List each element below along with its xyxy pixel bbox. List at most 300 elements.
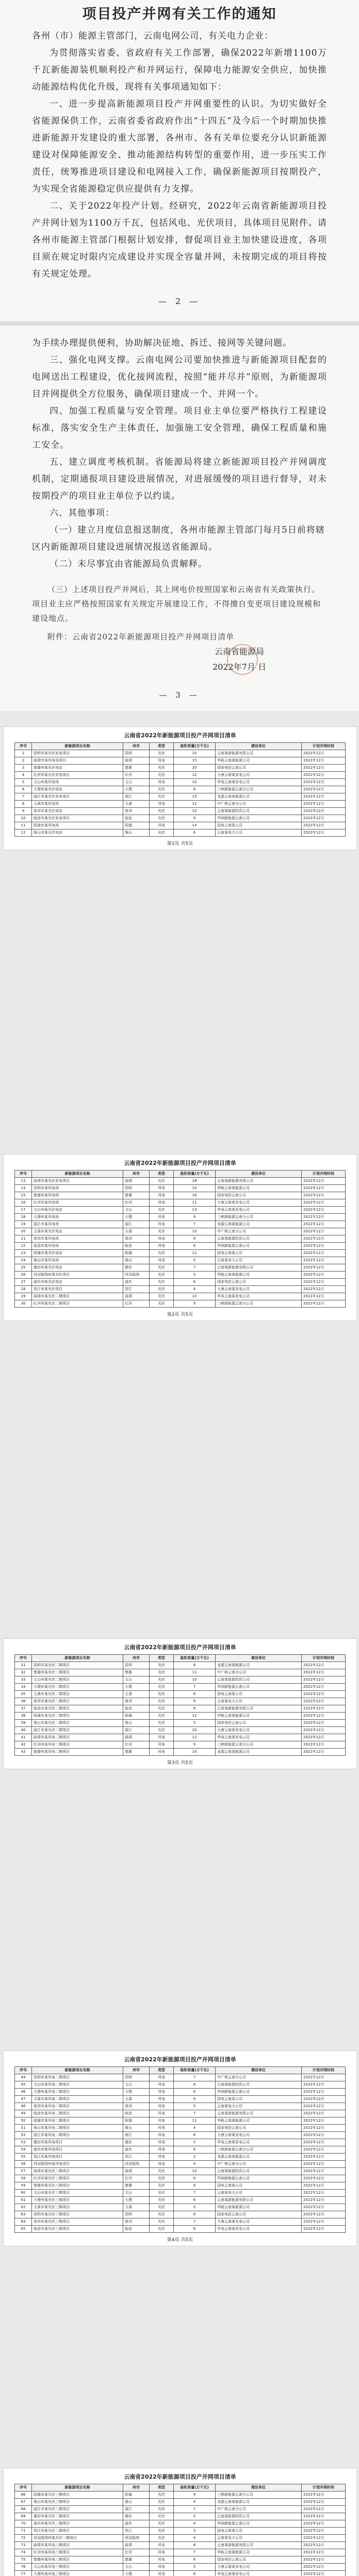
table-cell: 云南某电力公司	[216, 2190, 302, 2197]
table-cell: 风电	[150, 1257, 174, 1264]
table-cell: 风电	[150, 2571, 174, 2576]
table-cell: 光伏	[150, 2197, 174, 2204]
table-cell: 2022年12月	[302, 757, 346, 765]
table-cell: 云南某新能源有限公司	[216, 1264, 302, 1272]
table-cell: 21	[15, 1235, 32, 1243]
table-header-cell: 装机容量(万千瓦)	[174, 1171, 216, 1178]
table-header-row	[15, 1171, 346, 1178]
table-cell: 10	[174, 1228, 216, 1235]
table-cell: 保山市某光伏三期项目	[32, 2499, 123, 2506]
table-cell: 普洱	[123, 1235, 150, 1243]
table-row	[15, 1192, 346, 1199]
table-cell: 临沧	[123, 1705, 150, 1713]
table-cell: 华能云南某能源公司	[216, 1713, 302, 1720]
table-cell: 8	[174, 1235, 216, 1243]
table-cell: 曲靖市某光伏发电项目	[32, 1178, 123, 1185]
table-row	[15, 2103, 346, 2110]
table-cell: 2022年12月	[302, 1749, 346, 1756]
table-cell: 红河州某光伏发电项目	[32, 772, 123, 779]
table-cell: 6	[174, 1243, 216, 1250]
table-cell: 昭通	[123, 2117, 150, 2125]
table-cell: 2022年12月	[302, 2139, 346, 2146]
table-cell: 光伏	[150, 2182, 174, 2190]
table-cell: 12	[174, 1250, 216, 1257]
table-cell: 保山	[123, 2499, 150, 2506]
table-cell: 2022年12月	[302, 808, 346, 815]
table-header-cell: 类型	[150, 743, 174, 750]
table-cell: 保山市某光伏二期项目	[32, 1720, 123, 1727]
table-cell: 风电	[150, 2139, 174, 2146]
table-row	[15, 2520, 346, 2528]
table-cell: 17	[15, 1207, 32, 1214]
table-cell: 华能云南某能源公司	[216, 1272, 302, 1279]
table-header-cell: 装机容量(万千瓦)	[174, 2484, 216, 2492]
table-row	[15, 2182, 346, 2190]
table-cell: 2022年12月	[302, 2204, 346, 2211]
table-cell: 丽江市某光伏三期项目	[32, 2506, 123, 2513]
table-cell: 56	[15, 2161, 32, 2168]
table-cell: 曲靖	[123, 1293, 150, 1300]
table-cell: 大理州某风电三期项目	[32, 2571, 123, 2576]
table-row	[15, 757, 346, 765]
table-cell: 6	[174, 2571, 216, 2576]
table-cell: 丽江市某风电场	[32, 1221, 123, 1228]
table-cell: 普洱市某光伏三期项目	[32, 2218, 123, 2226]
table-cell: 光伏	[150, 2499, 174, 2506]
table-cell: 风电	[150, 2103, 174, 2110]
table-cell: 中广核云南分公司	[216, 1228, 302, 1235]
table-row	[15, 2218, 346, 2226]
table-cell: 2022年12月	[302, 1221, 346, 1228]
table-cell: 2022年12月	[302, 829, 346, 837]
project-table	[14, 2484, 346, 2576]
table-cell: 临沧市某风电二期项目	[32, 2110, 123, 2117]
table-row	[15, 1272, 346, 1279]
project-table	[14, 2066, 346, 2233]
table-cell: 2022年12月	[302, 2125, 346, 2132]
attachment-line: 附件：云南省2022年新能源项目投产并网项目清单	[47, 632, 235, 641]
table-cell: 中广核云南分公司	[216, 1669, 302, 1676]
table-header-cell: 计划并网时间	[302, 2484, 346, 2492]
table-cell: 18	[174, 1178, 216, 1185]
table-cell: 昆明市某光伏发电项目	[32, 750, 123, 757]
table-row	[15, 1257, 346, 1264]
table-cell: 光伏	[150, 750, 174, 757]
table-cell: 2022年12月	[302, 2103, 346, 2110]
table-cell: 临沧	[123, 1243, 150, 1250]
table-cell: 华电云南某发电公司	[216, 1293, 302, 1300]
table-cell: 2022年12月	[302, 2226, 346, 2233]
table-cell: 49	[15, 2110, 32, 2117]
table-cell: 38	[15, 1713, 32, 1720]
table-row	[15, 1279, 346, 1286]
table-cell: 云南某电力公司	[216, 1698, 302, 1705]
table-cell: 光伏	[150, 1178, 174, 1185]
table-cell: 9	[174, 1300, 216, 1308]
table-cell: 2022年12月	[302, 1727, 346, 1734]
table-cell: 73	[15, 2542, 32, 2549]
table-header-cell: 计划并网时间	[302, 2067, 346, 2074]
table-cell: 风电	[150, 1221, 174, 1228]
table-cell: 玉溪	[123, 801, 150, 808]
table-cell: 6	[174, 1691, 216, 1698]
table-cell: 28	[15, 1286, 32, 1293]
table-cell: 怒江	[123, 1286, 150, 1293]
table-cell: 9	[174, 1698, 216, 1705]
table-cell: 3	[174, 2528, 216, 2535]
table-cell: 2022年12月	[302, 1178, 346, 1185]
table-row	[15, 2110, 346, 2117]
table-cell: 西双版纳州某风电项目	[32, 2161, 123, 2168]
table-cell: 红河	[123, 1300, 150, 1308]
table-header-cell: 计划并网时间	[302, 1655, 346, 1662]
table-cell: 昭通市某风电场	[32, 822, 123, 829]
table-cell: 9	[174, 2182, 216, 2190]
table-cell: 大理	[123, 2571, 150, 2576]
table-row	[15, 2492, 346, 2499]
page-number: — 2 —	[158, 296, 201, 306]
table-cell: 2022年12月	[302, 2117, 346, 2125]
table-cell: 昭通市某风电二期项目	[32, 2117, 123, 2125]
table-header-cell: 序号	[15, 2484, 32, 2492]
table-row	[15, 2089, 346, 2096]
table-cell: 2022年12月	[302, 822, 346, 829]
table-row	[15, 1243, 346, 1250]
table-cell: 迪庆州某风电项目	[32, 2146, 123, 2154]
table-cell: 8	[174, 1662, 216, 1669]
table-cell: 曲靖	[123, 2542, 150, 2549]
table-row	[15, 765, 346, 772]
table-cell: 光伏	[150, 1293, 174, 1300]
table-header-row	[15, 2484, 346, 2492]
table-cell: 2022年12月	[302, 1300, 346, 1308]
table-cell: 光伏	[150, 2175, 174, 2182]
table-cell: 4	[174, 2499, 216, 2506]
table-header-cell: 建设单位	[216, 743, 302, 750]
table-cell: 光伏	[150, 2513, 174, 2520]
table-cell: 11	[15, 822, 32, 829]
table-cell: 临沧	[123, 2226, 150, 2233]
table-cell: 国电云南某公司	[216, 822, 302, 829]
table-cell: 红河	[123, 772, 150, 779]
table-header-cell: 州市	[123, 743, 150, 750]
table-header-cell: 类型	[150, 1655, 174, 1662]
table-cell: 13	[15, 1178, 32, 1185]
table-cell: 32	[15, 1669, 32, 1676]
table-cell: 光伏	[150, 1684, 174, 1691]
table-row	[15, 772, 346, 779]
table-cell: 楚雄	[123, 2556, 150, 2564]
table-cell: 36	[15, 1698, 32, 1705]
table-header-cell: 序号	[15, 1655, 32, 1662]
table-row	[15, 779, 346, 786]
table-cell: 7	[174, 1264, 216, 1272]
table-cell: 5	[15, 779, 32, 786]
table-row	[15, 801, 346, 808]
table-cell: 大理	[123, 2089, 150, 2096]
note-paragraph: （三）上述项目投产并网后，其上网电价按照国家和云南省有关政策执行。项目业主应严格按照国家有关规定开展建设工作，不得擅自变更项目建设规模和建设地点。	[32, 585, 321, 623]
table-row	[15, 815, 346, 822]
salutation: 各州（市）能源主管部门，云南电网公司，有关电力企业：	[32, 31, 273, 41]
table-cell: 3	[174, 2154, 216, 2161]
table-cell: 8	[15, 801, 32, 808]
table-cell: 文山	[123, 1676, 150, 1684]
paragraph-1: 一、进一步提高新能源项目投产并网重要性的认识。为切实做好全省能源保供工作，云南省委省政府作出“十四五”及今后一个时期加快推进新能源开发建设的重大部署，各州市、各有关单位要充分认识新能源建设对保障能源安全、推动能源结构转型的重要作用，进一步压实工作责任，统筹推进项目建设和电网接入工作，确保新能源项目按期投产，为实现全省能源稳定供应提供有力支撑。	[32, 99, 327, 194]
table-cell: 曲靖	[123, 1734, 150, 1741]
table-header-cell: 类型	[150, 2484, 174, 2492]
table-cell: 风电	[150, 1214, 174, 1221]
table-cell: 文山州某风电二期项目	[32, 2081, 123, 2089]
table-cell: 2022年12月	[302, 2175, 346, 2182]
table-cell: 6	[174, 2226, 216, 2233]
table-cell: 怒江州某风电项目	[32, 2154, 123, 2161]
table-cell: 9	[174, 1741, 216, 1749]
table-row	[15, 1214, 346, 1221]
table-cell: 风电	[150, 801, 174, 808]
table-cell: 57	[15, 2168, 32, 2175]
table-header-cell: 建设单位	[216, 2067, 302, 2074]
table-cell: 2022年12月	[302, 1243, 346, 1250]
table-row	[15, 829, 346, 837]
table-cell: 云南某新能源有限公司	[216, 1178, 302, 1185]
table-cell: 67	[15, 2499, 32, 2506]
table-cell: 27	[15, 1279, 32, 1286]
table-cell: 大理州某风电场	[32, 1214, 123, 1221]
table-cell: 玉溪	[123, 2204, 150, 2211]
table-cell: 2022年12月	[302, 2218, 346, 2226]
table-cell: 云南某电力公司	[216, 2103, 302, 2110]
table-cell: 龙源云南某能源公司	[216, 2499, 302, 2506]
table-cell: 50	[15, 2117, 32, 2125]
signature-org: 云南省能源局	[214, 647, 264, 656]
table-cell: 光伏	[150, 1727, 174, 1734]
table-row	[15, 2499, 346, 2506]
table-cell: 2022年12月	[302, 2197, 346, 2204]
table-cell: 44	[15, 2074, 32, 2081]
table-cell: 普洱市某光伏二期项目	[32, 1698, 123, 1705]
table-cell: 风电	[150, 779, 174, 786]
table-header-cell: 新能源项目名称	[32, 1171, 123, 1178]
table-cell: 华能云南某能源公司	[216, 2117, 302, 2125]
table-cell: 15	[174, 793, 216, 801]
table-cell: 云南某新能源有限公司	[216, 2197, 302, 2204]
table-cell: 风电	[150, 2117, 174, 2125]
table-cell: 云南某电力公司	[216, 2535, 302, 2542]
table-cell: 三峡新能源云南分公司	[216, 2492, 302, 2499]
table-cell: 光伏	[150, 2168, 174, 2175]
table-cell: 8	[174, 2081, 216, 2089]
table-cell: 普洱	[123, 808, 150, 815]
table-cell: 文山	[123, 2190, 150, 2197]
table-cell: 74	[15, 2549, 32, 2556]
project-table	[14, 1170, 346, 1308]
table-cell: 39	[15, 1720, 32, 1727]
table-cell: 华能云南某能源公司	[216, 1185, 302, 1192]
table-cell: 西双版纳	[123, 1272, 150, 1279]
table-page	[3, 2468, 357, 2576]
table-cell: 风电	[150, 2089, 174, 2096]
table-cell: 8	[174, 2211, 216, 2218]
project-table	[14, 742, 346, 837]
table-row	[15, 1705, 346, 1713]
table-cell: 华润新能源云南公司	[216, 1243, 302, 1250]
table-cell: 龙源云南某能源公司	[216, 1662, 302, 1669]
table-header-cell: 类型	[150, 1171, 174, 1178]
table-cell: 2022年12月	[302, 1662, 346, 1669]
table-cell: 10	[174, 808, 216, 815]
table-cell: 国电云南某公司	[216, 1691, 302, 1698]
paragraph-4: 四、加强工程质量与安全管理。项目业主单位要严格执行工程建设标准，落实安全生产主体责任，加强施工安全管理，确保工程质量和施工安全。	[32, 406, 327, 450]
table-cell: 2022年12月	[302, 2513, 346, 2520]
table-row	[15, 2506, 346, 2513]
table-row	[15, 1749, 346, 1756]
table-cell: 风电	[150, 2081, 174, 2089]
table-cell: 丽江	[123, 793, 150, 801]
table-row	[15, 1669, 346, 1676]
table-cell: 光伏	[150, 793, 174, 801]
table-cell: 2022年12月	[302, 2132, 346, 2139]
table-cell: 文山	[123, 2081, 150, 2089]
table-cell: 2022年12月	[302, 2190, 346, 2197]
table-cell: 昭通	[123, 2492, 150, 2499]
table-row	[15, 786, 346, 793]
table-cell: 2022年12月	[302, 1705, 346, 1713]
table-cell: 2022年12月	[302, 2492, 346, 2499]
table-cell: 昆明市某风电二期项目	[32, 2074, 123, 2081]
table-cell: 光伏	[150, 1698, 174, 1705]
table-cell: 2022年12月	[302, 2182, 346, 2190]
table-cell: 37	[15, 1705, 32, 1713]
table-cell: 风电	[150, 822, 174, 829]
table-cell: 红河州某光伏二期项目	[32, 1300, 123, 1308]
table-cell: 华电云南某发电公司	[216, 779, 302, 786]
table-cell: 9	[174, 815, 216, 822]
table-cell: 11	[174, 1669, 216, 1676]
table-cell: 64	[15, 2218, 32, 2226]
table-cell: 20	[15, 1228, 32, 1235]
table-row	[15, 2204, 346, 2211]
table-cell: 国家电投云南公司	[216, 1279, 302, 1286]
table-cell: 昭通	[123, 1713, 150, 1720]
table-row	[15, 1662, 346, 1669]
table-cell: 龙源云南某能源公司	[216, 1749, 302, 1756]
table-header-cell: 序号	[15, 2067, 32, 2074]
table-row	[15, 1691, 346, 1698]
table-cell: 三峡新能源云南分公司	[216, 1214, 302, 1221]
table-cell: 7	[174, 2110, 216, 2117]
table-cell: 三峡新能源云南分公司	[216, 2146, 302, 2154]
table-cell: 玉溪	[123, 1228, 150, 1235]
table-cell: 丽江	[123, 1727, 150, 1734]
table-cell: 2022年12月	[302, 2520, 346, 2528]
table-cell: 68	[15, 2506, 32, 2513]
table-cell: 玉溪市某光伏二期项目	[32, 1691, 123, 1698]
table-cell: 玉溪市某光伏三期项目	[32, 2204, 123, 2211]
table-cell: 2022年12月	[302, 1286, 346, 1293]
table-cell: 红河	[123, 2549, 150, 2556]
list-item-1: （一）建立月度信息报送制度，各州市能源主管部门每月5日前将辖区内新能源项目建设进展情况报送省能源局。	[32, 525, 325, 552]
table-cell: 60	[15, 2190, 32, 2197]
table-cell: 保山	[123, 829, 150, 837]
table-cell: 大唐云南某发电公司	[216, 1199, 302, 1207]
table-cell: 临沧市某光伏发电项目	[32, 815, 123, 822]
table-cell: 中广核云南分公司	[216, 2161, 302, 2168]
table-cell: 光伏	[150, 1207, 174, 1214]
table-header-cell: 新能源项目名称	[32, 743, 123, 750]
table-page	[3, 1154, 357, 1321]
table-cell: 昆明	[123, 2074, 150, 2081]
table-cell: 楚雄	[123, 1669, 150, 1676]
table-cell: 24	[15, 1257, 32, 1264]
table-cell: 大理州某风电二期项目	[32, 2089, 123, 2096]
table-row	[15, 1727, 346, 1734]
table-cell: 国电云南某公司	[216, 2096, 302, 2103]
table-header-cell: 序号	[15, 1171, 32, 1178]
table-cell: 26	[15, 1272, 32, 1279]
table-cell: 怒江	[123, 2154, 150, 2161]
table-cell: 58	[15, 2175, 32, 2182]
table-cell: 楚雄州某风电三期项目	[32, 2556, 123, 2564]
table-cell: 光伏	[150, 765, 174, 772]
table-row	[15, 1713, 346, 1720]
table-header-cell: 装机容量(万千瓦)	[174, 743, 216, 750]
table-header-row	[15, 743, 346, 750]
table-page	[3, 2050, 357, 2246]
table-cell: 红河州某风电三期项目	[32, 2549, 123, 2556]
table-cell: 光伏	[150, 2535, 174, 2542]
table-cell: 19	[15, 1221, 32, 1228]
table-cell: 2022年12月	[302, 2549, 346, 2556]
table-cell: 18	[15, 1214, 32, 1221]
table-cell: 光伏	[150, 1279, 174, 1286]
table-header-cell: 新能源项目名称	[32, 1655, 123, 1662]
table-cell: 保山	[123, 1720, 150, 1727]
table-row	[15, 2211, 346, 2218]
table-title: 云南省2022年新能源项目投产并网项目清单	[124, 2056, 236, 2063]
table-cell: 华润新能源云南公司	[216, 1684, 302, 1691]
table-cell: 华电云南某发电公司	[216, 1207, 302, 1214]
table-cell: 迪庆	[123, 2520, 150, 2528]
table-cell: 临沧市某风电场	[32, 1243, 123, 1250]
table-cell: 风电	[150, 1199, 174, 1207]
table-row	[15, 1264, 346, 1272]
table-cell: 红河	[123, 2175, 150, 2182]
table-cell: 65	[15, 2226, 32, 2233]
table-cell: 西双版纳	[123, 2161, 150, 2168]
table-row	[15, 2146, 346, 2154]
table-cell: 华电云南某发电公司	[216, 2139, 302, 2146]
table-cell: 2022年12月	[302, 1228, 346, 1235]
table-cell: 光伏	[150, 2226, 174, 2233]
table-cell: 光伏	[150, 2492, 174, 2499]
table-row	[15, 1199, 346, 1207]
table-cell: 楚雄	[123, 765, 150, 772]
table-cell: 文山州某光伏电站	[32, 1207, 123, 1214]
table-cell: 2022年12月	[302, 2146, 346, 2154]
table-cell: 光伏	[150, 1691, 174, 1698]
table-cell: 华能云南某能源公司	[216, 757, 302, 765]
table-cell: 云南某新能源有限公司	[216, 1705, 302, 1713]
table-cell: 8	[174, 1705, 216, 1713]
table-cell: 风电	[150, 2161, 174, 2168]
table-cell: 70	[15, 2520, 32, 2528]
table-cell: 2022年12月	[302, 2154, 346, 2161]
list-item-2: （二）未尽事宜由省能源局负责解释。	[50, 559, 207, 569]
table-cell: 48	[15, 2103, 32, 2110]
table-cell: 7	[174, 1221, 216, 1228]
table-row	[15, 2161, 346, 2168]
table-cell: 10	[15, 815, 32, 822]
